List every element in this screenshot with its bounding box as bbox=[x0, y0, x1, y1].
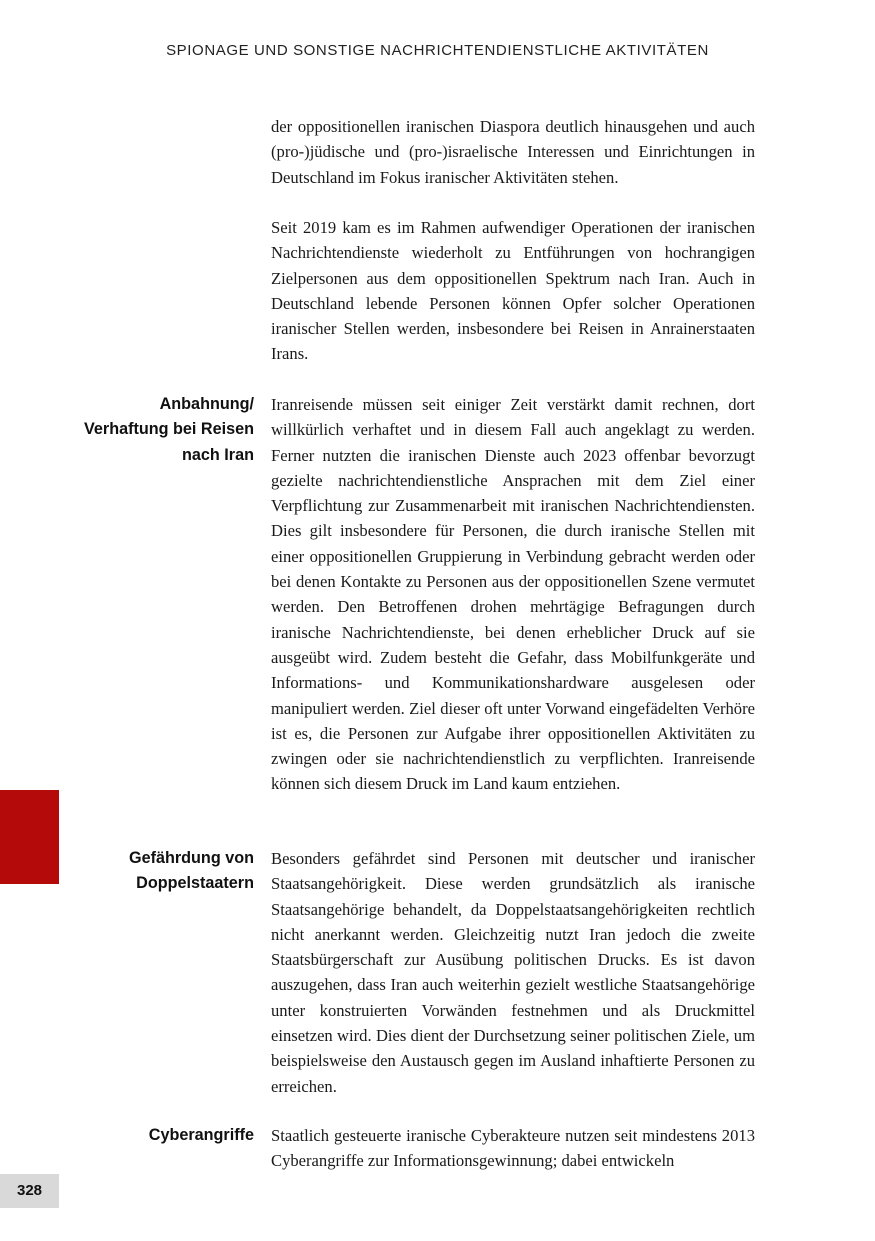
side-heading-cyberangriffe bbox=[60, 1123, 254, 1148]
running-header: SPIONAGE UND SONSTIGE NACHRICHTENDIENSTLICHE AKTIVITÄTEN bbox=[166, 42, 709, 59]
paragraph-iranreisende: Iranreisende müssen seit einiger Zeit verstärkt damit rechnen, dort willkürlich verhaftet und in diesem Fall auch angeklagt zu werden. Ferner nutzten die iranischen Dienste auch 2023 offenbar bevorzugt gezielte nachrichtendienstliche Ansprachen mit dem Ziel einer Verpflichtung zur Zusammenarbeit mit iranischen Nachrichtendiensten. Dies gilt insbesondere für Personen, die durch iranische Stellen mit einer oppositionellen Gruppierung in Verbindung gebracht werden oder bei denen Kontakte zu Personen aus der oppositionellen Szene vermutet werden. Den Betroffenen drohen mehrtägige Befragungen durch iranische Nachrichtendienste, bei denen erheblicher Druck auf sie ausgeübt wird. Zudem besteht die Gefahr, dass Mobilfunkgeräte und Informations- und Kommunikationshardware ausgelesen oder manipuliert werden. Ziel dieser oft unter Vorwand eingefädelten Verhöre ist es, die Personen zur Aufgabe ihrer oppositionellen Aktivitäten zu zwingen oder sie nachrichtendienstlich zu verpflichten. Iranreisende können sich diesem Druck im Land kaum entziehen. bbox=[271, 395, 755, 794]
side-heading-line: Gefährdung von bbox=[128, 849, 254, 867]
paragraph-cyberangriffe: Staatlich gesteuerte iranische Cyberakteure nutzen seit mindestens 2013 Cyberangriffe zur Informationsgewinnung; dabei entwickeln bbox=[271, 1126, 755, 1171]
paragraph-doppelstaater: Besonders gefährdet sind Personen mit deutscher und iranischer Staatsangehörigkeit. Diese werden grundsätzlich als iranische Staatsangehörige behandelt, da Doppelstaatsangehörigkeiten rechtlich nicht anerkannt werden. Gleichzeitig nutzt Iran jedoch die zweite Staatsbürgerschaft zur Ausübung politischen Drucks. Es ist davon auszugehen, dass Iran auch weiterhin gezielt westliche Staatsangehörige unter konstruierten Vorwänden festnehmen und als Druckmittel einsetzen wird. Dies dient der Durchsetzung seiner politischen Ziele, um beispielsweise den Austausch gegen im Ausland inhaftierte Personen zu erreichen. bbox=[271, 849, 755, 1096]
page-number: 328 bbox=[0, 1174, 59, 1208]
paragraph-diaspora: der oppositionellen iranischen Diaspora deutlich hinausgehen und auch (pro-)jüdische und (pro-)israelische Interessen und Einrichtungen in Deutschland im Fokus iranischer Aktivitäten stehen. bbox=[271, 117, 755, 187]
side-heading-doppelstaater bbox=[60, 846, 254, 897]
side-heading-line: Anbahnung/ bbox=[159, 395, 254, 413]
side-heading-anbahnung bbox=[60, 392, 254, 468]
chapter-tab-marker bbox=[0, 790, 59, 884]
side-heading-line: Verhaftung bei Reisen bbox=[83, 420, 254, 439]
side-heading-line: Doppelstaatern bbox=[136, 874, 254, 893]
paragraph-entfuehrungen: Seit 2019 kam es im Rahmen aufwendiger Operationen der iranischen Nachrichtendienste wiederholt zu Entführungen von hochrangigen Zielpersonen aus dem oppositionellen Spektrum nach Iran. Auch in Deutschland lebende Personen können Opfer solcher Operationen iranischer Stellen werden, insbesondere bei Reisen in Anrainerstaaten Irans. bbox=[271, 218, 755, 364]
side-heading-line: nach Iran bbox=[182, 445, 254, 464]
side-heading-line: Cyberangriffe bbox=[148, 1126, 254, 1144]
